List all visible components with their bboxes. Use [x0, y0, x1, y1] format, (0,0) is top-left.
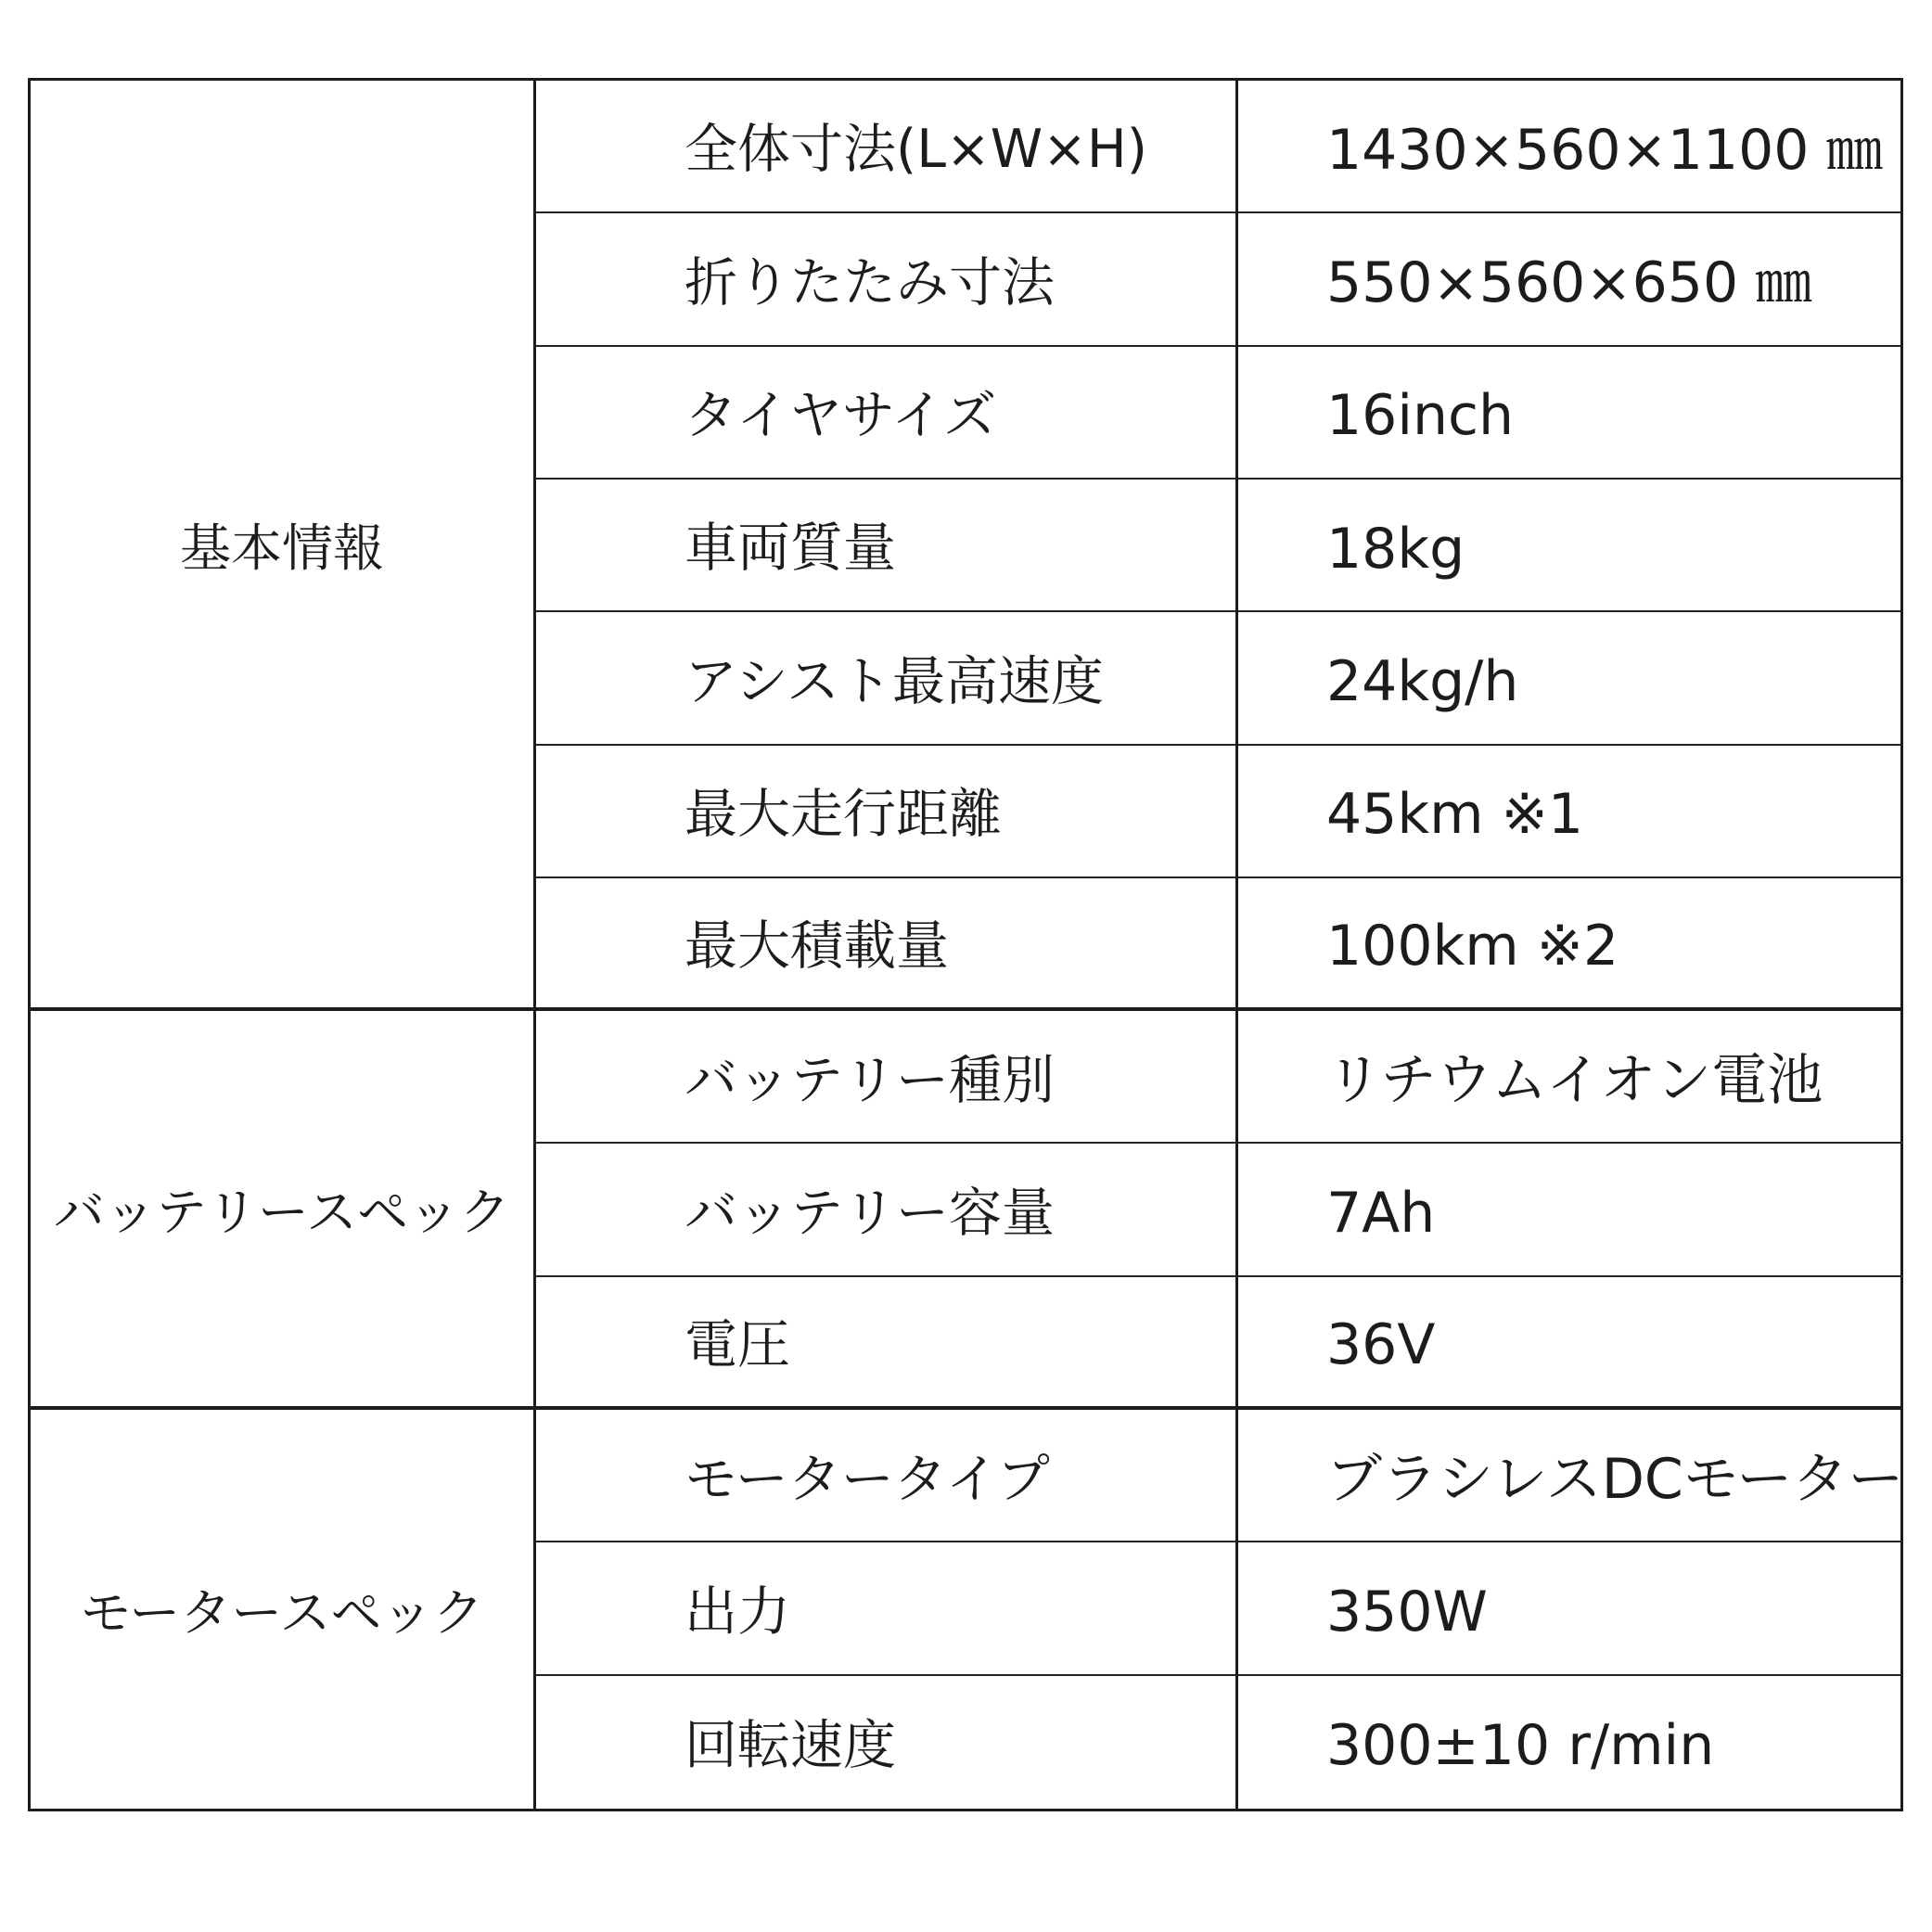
spec-label-overall-dimensions: 全体寸法(L×W×H) — [533, 81, 1238, 213]
spec-value-assist-max-speed: 24kg/h — [1238, 612, 1903, 745]
section-header-battery-spec: バッテリースペック — [31, 1011, 533, 1410]
spec-value-tire-size: 16inch — [1238, 347, 1903, 480]
spec-value-max-travel-distance: 45km ※1 — [1238, 746, 1903, 878]
spec-label-rotation-speed: 回転速度 — [533, 1676, 1238, 1809]
spec-value-voltage: 36V — [1238, 1277, 1903, 1410]
spec-label-output: 出力 — [533, 1542, 1238, 1675]
spec-value-vehicle-weight: 18kg — [1238, 480, 1903, 612]
spec-label-max-load: 最大積載量 — [533, 878, 1238, 1011]
spec-label-voltage: 電圧 — [533, 1277, 1238, 1410]
section-header-motor-spec: モータースペック — [80, 1583, 484, 1644]
spec-label-max-travel-distance: 最大走行距離 — [533, 746, 1238, 878]
spec-value-battery-type: リチウムイオン電池 — [1238, 1011, 1903, 1144]
spec-value-motor-type: ブラシレスDCモーター — [1238, 1410, 1903, 1542]
spec-value-max-load: 100km ※2 — [1238, 878, 1903, 1011]
spec-label-motor-type: モータータイプ — [533, 1410, 1238, 1542]
spec-label-battery-type: バッテリー種別 — [533, 1011, 1238, 1144]
spec-value-folded-dimensions: 550×560×650 ㎜ — [1238, 213, 1903, 346]
spec-label-tire-size: タイヤサイズ — [533, 347, 1238, 480]
spec-label-assist-max-speed: アシスト最高速度 — [533, 612, 1238, 745]
spec-value-rotation-speed: 300±10 r/min — [1326, 1713, 1715, 1779]
spec-label-folded-dimensions: 折りたたみ寸法 — [533, 213, 1238, 346]
product-spec-table — [28, 78, 1903, 1811]
spec-label-battery-capacity: バッテリー容量 — [533, 1144, 1238, 1276]
spec-value-battery-capacity: 7Ah — [1238, 1144, 1903, 1276]
spec-value-output: 350W — [1238, 1542, 1903, 1675]
spec-value-overall-dimensions: 1430×560×1100 ㎜ — [1238, 81, 1903, 213]
section-header-basic-info: 基本情報 — [31, 81, 533, 1011]
spec-label-vehicle-weight: 車両質量 — [533, 480, 1238, 612]
